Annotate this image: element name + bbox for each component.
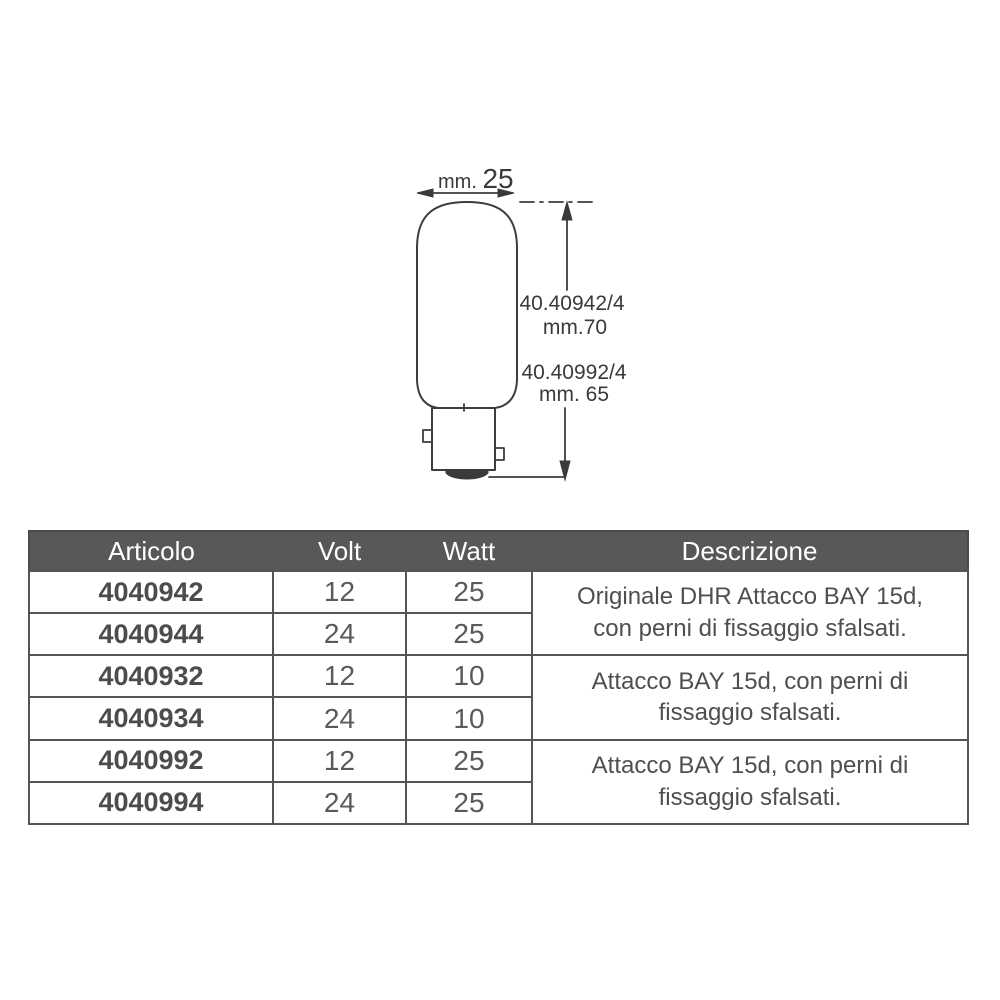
volt-cell: 24: [273, 782, 406, 824]
header-volt: Volt: [273, 531, 406, 571]
header-watt: Watt: [406, 531, 532, 571]
articolo-cell: 4040992: [29, 740, 273, 782]
articolo-cell: 4040944: [29, 613, 273, 655]
watt-cell: 10: [406, 697, 532, 739]
width-dimension-label: mm. 25: [438, 163, 514, 194]
table-row: [29, 571, 968, 613]
height-code-65: 40.40992/4: [521, 361, 627, 384]
header-descrizione: Descrizione: [532, 531, 968, 571]
table-row: [29, 655, 968, 697]
bayonet-pin-left: [423, 430, 432, 442]
watt-cell: 10: [406, 655, 532, 697]
description-cell: Originale DHR Attacco BAY 15d, con perni di fissaggio sfalsati.: [532, 571, 968, 655]
watt-cell: 25: [406, 571, 532, 613]
volt-cell: 24: [273, 613, 406, 655]
product-table: [28, 530, 969, 825]
volt-cell: 24: [273, 697, 406, 739]
volt-cell: 12: [273, 740, 406, 782]
table-header-row: [29, 531, 968, 571]
bottom-contact: [446, 470, 488, 479]
header-articolo: Articolo: [29, 531, 273, 571]
width-arrow-left: [417, 189, 433, 197]
articolo-cell: 4040994: [29, 782, 273, 824]
watt-cell: 25: [406, 782, 532, 824]
height-code-70: 40.40942/4: [519, 292, 625, 315]
description-cell: Attacco BAY 15d, con perni di fissaggio sfalsati.: [532, 740, 968, 824]
description-cell: Attacco BAY 15d, con perni di fissaggio sfalsati.: [532, 655, 968, 739]
height-mm-65: mm. 65: [538, 383, 610, 406]
articolo-cell: 4040932: [29, 655, 273, 697]
watt-cell: 25: [406, 740, 532, 782]
articolo-cell: 4040942: [29, 571, 273, 613]
bayonet-pin-right: [495, 448, 504, 460]
height-mm-70: mm.70: [542, 316, 608, 339]
table-row: [29, 740, 968, 782]
height-arrow-up: [562, 202, 572, 220]
volt-cell: 12: [273, 655, 406, 697]
bulb-glass-outline: [417, 202, 517, 408]
watt-cell: 25: [406, 613, 532, 655]
volt-cell: 12: [273, 571, 406, 613]
bulb-base: [432, 408, 495, 470]
articolo-cell: 4040934: [29, 697, 273, 739]
